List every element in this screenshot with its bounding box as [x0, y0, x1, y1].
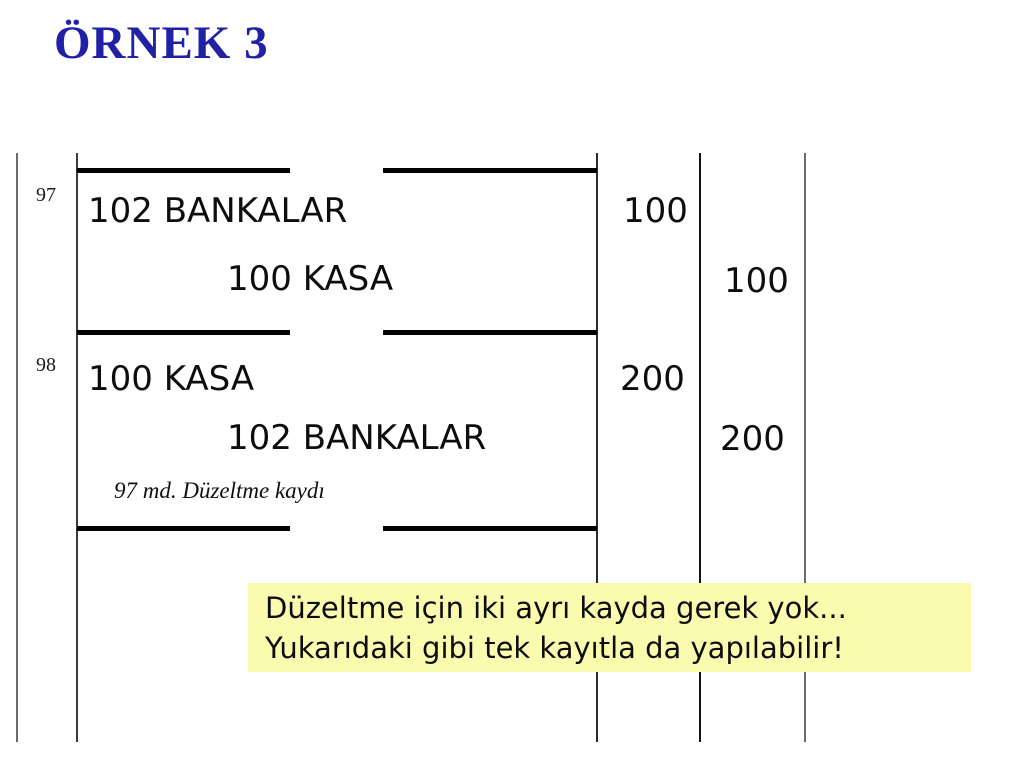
callout-box [248, 583, 971, 672]
debit-account: 102 BANKALAR [88, 191, 348, 231]
entry-number: 97 [36, 184, 56, 206]
entry-separator-line [383, 330, 597, 335]
credit-account: 100 KASA [227, 259, 394, 299]
ledger-journal-left-line [76, 153, 78, 742]
entry-separator-line [77, 526, 290, 531]
credit-amount: 200 [720, 419, 785, 459]
credit-amount: 100 [724, 261, 789, 301]
entry-separator-line [383, 526, 597, 531]
entry-number: 98 [36, 354, 56, 376]
debit-amount: 200 [620, 359, 685, 399]
callout-line1: Düzeltme için iki ayrı kayda gerek yok... [265, 591, 847, 625]
debit-amount: 100 [623, 191, 688, 231]
entry-separator-line [77, 330, 290, 335]
credit-account: 102 BANKALAR [227, 418, 487, 458]
entry-separator-line [383, 168, 597, 173]
slide-title: ÖRNEK 3 [54, 17, 269, 69]
entry-note: 97 md. Düzeltme kaydı [114, 478, 325, 503]
callout-line2: Yukarıdaki gibi tek kayıtla da yapılabilir! [265, 631, 844, 665]
entry-separator-line [77, 168, 290, 173]
ledger-left-margin-line [16, 153, 18, 742]
debit-account: 100 KASA [88, 359, 255, 399]
